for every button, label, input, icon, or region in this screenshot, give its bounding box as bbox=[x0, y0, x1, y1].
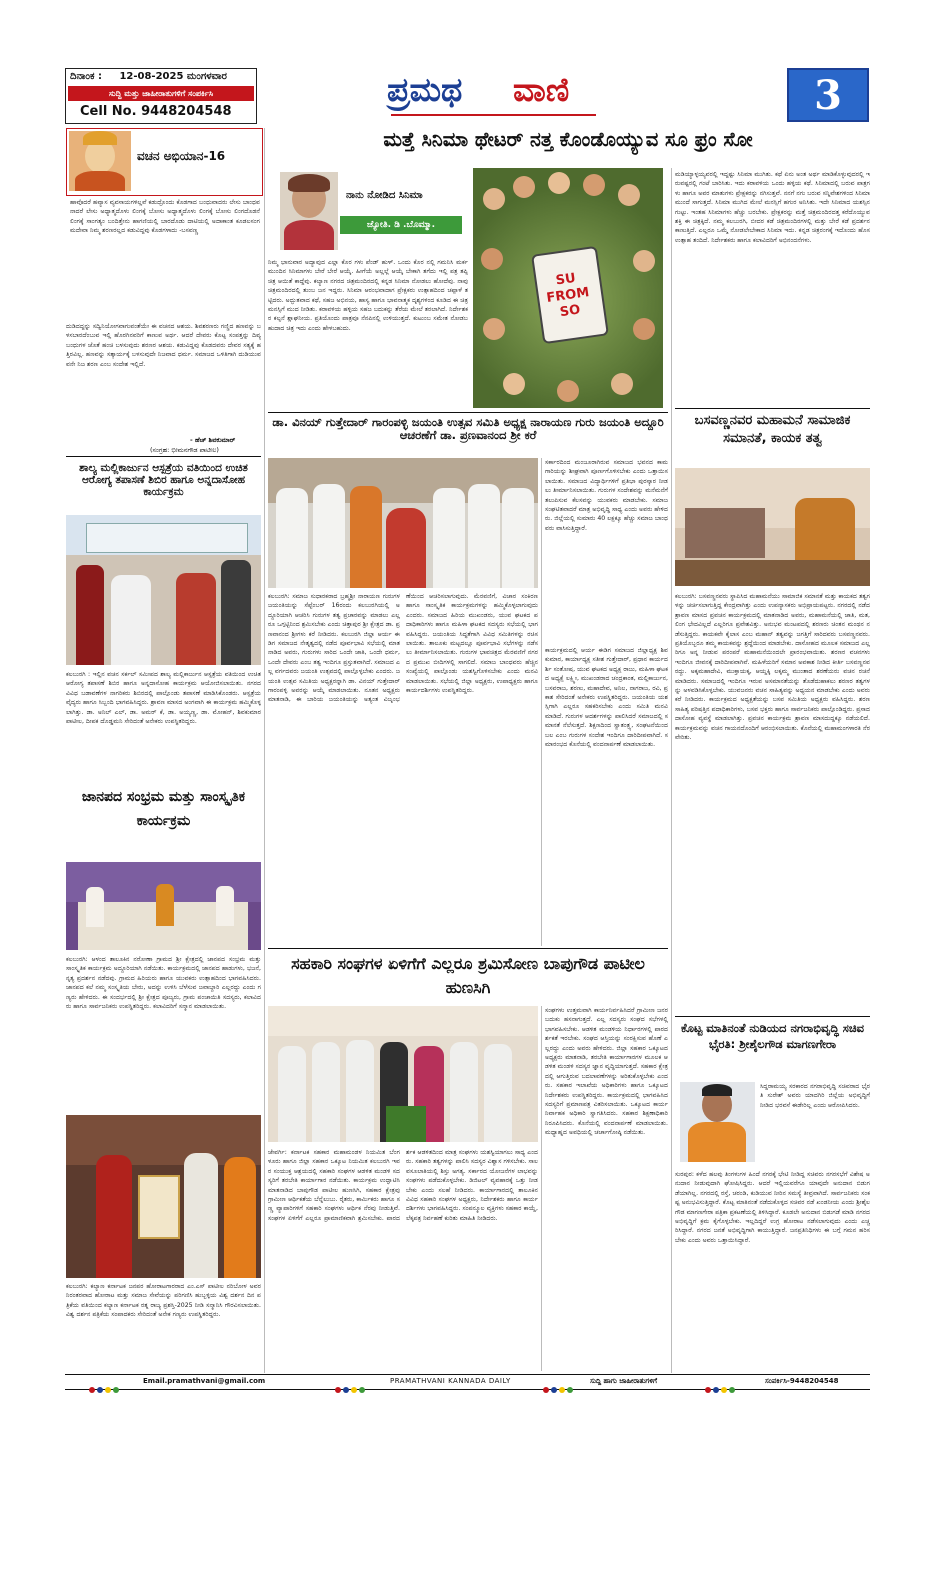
review-label: ನಾನು ನೋಡಿದ ಸಿನಿಮಾ bbox=[346, 190, 423, 201]
vachana-text: ಹಾವೊದರೆ ಹವ್ಯಾಸ ವ್ಯವಸಾಯಗಳಿಲ್ಲವೆ ಕಡುದ್ರೊಂದು ಕೊಡಗಾದ ಬಂಧುವಾದರು ಲೇಸು ಬಾಂಧವನಾದರೆ ಲೇಸು ಅಧ್ಯಾತ್ಮದೊಳು ಲಿಂಗಕ್ಕೆ ಬೋಸು ಅಧ್ಯಾತ್ಮದೊಳು ಲಿಂಗಕ್ಕೆ ಬೋಸು ಲಿಂಗದೊಡನೆ ಲಿಂಗಕ್ಕೆ ಸಾಂಗತ್ಯಂ ಬಂದಿತ್ತೇನು ಹಾಗಣಿಯಲ್ಲಿ ಬಾರದೊಡು ದಾಟಿಯಲ್ಲಿ ಅದಾಕಾಂತ ಕೂಡಲಸಂಗಮದೇವಾ ನಿಮ್ಮ ಶರಣರಲ್ಲದ ಕಡುವಿದ್ದವು ಕೊಡಗಳಾದು -ಬಸವಣ್ಣ bbox=[70, 199, 260, 235]
footer-ads: ಸುದ್ದಿ ಹಾಗು ಜಾಹೀರಾತುಗಳಿಗೆ bbox=[590, 1377, 658, 1385]
saint-portrait bbox=[69, 131, 131, 191]
review-text-right: ಮಡಿಯ್ಯಾಳ್ಳಯ್ಯವರಲ್ಲಿ ಇದ್ದಷ್ಟು ಸಿನಿಮಾ ಮುಗಿತು. ಕಥೆ ಏನು ಅಂತ ಅರ್ಥ ಮಾಡಿಕೊಳ್ಳುವುದರಲ್ಲಿ ಇರುವಷ್ಟರಲ್ಲಿ ಗಂಟೆ ಬಾರಿಸಿತು. ಇದು ಕರಾವಳಿಯ ಒಂದು ಹಳ್ಳಿಯ ಕಥೆ. ಸಿನಿಮಾದಲ್ಲಿ ಬರುವ ಪಾತ್ರಗಳು ಹಾಗೂ ಅವರ ಮಾತುಗಳು ಪ್ರೇಕ್ಷಕರನ್ನು ನಗಿಸುತ್ತವೆ. ನನಗೆ ನಗು ಬರುವ ಸನ್ನಿವೇಶಗಳಿಂದ ಸಿನಿಮಾ ಮುಂದೆ ಸಾಗುತ್ತದೆ. ಸಿನಿಮಾ ಮುಗಿದ ಮೇಲೆ ಮನಸ್ಸಿಗೆ ಹಗುರ ಅನಿಸಿತು. ಇದೇ ಸಿನಿಮಾದ ಯಶಸ್ಸಿನ ಗುಟ್ಟು. ಇಂತಹ ಸಿನಿಮಾಗಳು ಹೆಚ್ಚು ಬರಬೇಕು. ಪ್ರೇಕ್ಷಕರನ್ನು ಮತ್ತೆ ಚಿತ್ರಮಂದಿರದತ್ತ ಕರೆದೊಯ್ಯುವ ಶಕ್ತಿ ಈ ಚಿತ್ರಕ್ಕಿದೆ. ನಮ್ಮ ಕಲಬುರಗಿ, ಬೀದರ ಕಡೆ ಚಿತ್ರಮಂದಿರಗಳಲ್ಲಿ ಮತ್ತು ಬೇರೆ ಕಡೆ ಪ್ರದರ್ಶನ ಕಾಣುತ್ತಿದೆ. ಎಲ್ಲರೂ ಒಮ್ಮೆ ನೋಡಲೇಬೇಕಾದ ಸಿನಿಮಾ ಇದು. ಕನ್ನಡ ಚಿತ್ರರಂಗಕ್ಕೆ ಇದೊಂದು ಹೊಸ ಉತ್ಸಾಹ ತಂದಿದೆ. ನಿರ್ದೇಶಕರು ಹಾಗೂ ಕಲಾವಿದರಿಗೆ ಅಭಿನಂದನೆಗಳು. bbox=[675, 171, 870, 244]
hospital-text: ಕಲಬುರಗಿ : ಇಲ್ಲಿನ ವಚನ ಸರ್ಕಲ್ ಸಮೀಪದ ಶಾಲ್ಯ ಮಲ್ಲಿಕಾರ್ಜುನ ಆಸ್ಪತ್ರೆಯ ವತಿಯಿಂದ ಉಚಿತ ಆರೋಗ್ಯ ತಪಾಸಣೆ ಶಿಬಿರ ಹಾಗೂ ಅನ್ನದಾಸೋಹ ಕಾರ್ಯಕ್ರಮ ಆಯೋಜಿಸಲಾಯಿತು. ನಗರದ ವಿವಿಧ ಬಡಾವಣೆಗಳ ನಾಗರಿಕರು ಶಿಬಿರದಲ್ಲಿ ಪಾಲ್ಗೊಂಡು ತಪಾಸಣೆ ಮಾಡಿಸಿಕೊಂಡರು. ಆಸ್ಪತ್ರೆಯ ವೈದ್ಯರು ಹಾಗೂ ಸಿಬ್ಬಂದಿ ಭಾಗವಹಿಸಿದ್ದರು. ಶ್ರಾವಣ ಮಾಸದ ಅಂಗವಾಗಿ ಈ ಕಾರ್ಯಕ್ರಮ ಹಮ್ಮಿಕೊಳ್ಳಲಾಗಿತ್ತು. ಡಾ. ಅನಿಲ್ ಎಲ್, ಡಾ. ಅಮರ್ ಕೆ, ಡಾ. ಅಯ್ಯಣ್ಣ, ಡಾ. ಮೋಹನ್, ಶಿವಕುಮಾರ ಪಾಟೀಲ, ದೀಪಕ ದೊಡ್ಡಮನಿ ಸೇರಿದಂತೆ ಅನೇಕರು ಉಪಸ್ಥಿತರಿದ್ದರು. bbox=[66, 671, 261, 726]
basava-text: ಕಲಬುರಗಿ: ಬಸವಣ್ಣನವರು ಸ್ಥಾಪಿಸಿದ ಮಹಾಮನೆಯು ಸಾಮಾಜಿಕ ಸಮಾನತೆ ಮತ್ತು ಕಾಯಕದ ತತ್ವಗಳನ್ನು ಚರ್ಚಿಸಲಾಗುತ್ತಿದ್ದ ಕೇಂದ್ರವಾಗಿತ್ತು ಎಂದು ಉಪನ್ಯಾಸಕರು ಅಭಿಪ್ರಾಯಪಟ್ಟರು. ನಗರದಲ್ಲಿ ನಡೆದ ಶ್ರಾವಣ ಮಾಸದ ಪ್ರವಚನ ಕಾರ್ಯಕ್ರಮದಲ್ಲಿ ಮಾತನಾಡಿದ ಅವರು, ಮಹಾಮನೆಯಲ್ಲಿ ಜಾತಿ, ಮತ, ಲಿಂಗ ಭೇದವಿಲ್ಲದೆ ಎಲ್ಲರಿಗೂ ಪ್ರವೇಶವಿತ್ತು. ಅನುಭವ ಮಂಟಪದಲ್ಲಿ ಶರಣರು ಚಿಂತನ ಮಂಥನ ನಡೆಸುತ್ತಿದ್ದರು. ಕಾಯಕವೇ ಕೈಲಾಸ ಎಂಬ ಮಹಾನ್ ತತ್ವವನ್ನು ಜಗತ್ತಿಗೆ ಸಾರಿದವರು ಬಸವಣ್ಣನವರು. ಪ್ರತಿಯೊಬ್ಬರೂ ತಮ್ಮ ಕಾಯಕವನ್ನು ಶ್ರದ್ಧೆಯಿಂದ ಮಾಡಬೇಕು. ದಾಸೋಹದ ಮೂಲಕ ಸಮಾಜದ ಎಲ್ಲರಿಗೂ ಅನ್ನ ನೀಡುವ ಪರಂಪರೆ ಮಹಾಮನೆಯಿಂದಲೇ ಪ್ರಾರಂಭವಾಯಿತು. ಶರಣರ ವಚನಗಳು ಇಂದಿಗೂ ಜೀವನಕ್ಕೆ ದಾರಿದೀಪವಾಗಿವೆ. ಮಹಿಳೆಯರಿಗೆ ಸಮಾನ ಅವಕಾಶ ನೀಡಿದ ಕೀರ್ತಿ ಬಸವಣ್ಣನವರದ್ದು. ಅಕ್ಕಮಹಾದೇವಿ, ಮುಕ್ತಾಯಕ್ಕ, ಆಯ್ದಕ್ಕಿ ಲಕ್ಕಮ್ಮ ಮುಂತಾದ ಶರಣೆಯರು ವಚನ ರಚನೆ ಮಾಡಿದರು. ಸಮಾಜದಲ್ಲಿ ಇಂದಿಗೂ ಇರುವ ಅಸಮಾನತೆಯನ್ನು ತೊಡೆದುಹಾಕಲು ಶರಣರ ತತ್ವಗಳನ್ನು ಅಳವಡಿಸಿಕೊಳ್ಳಬೇಕು. ಯುವಜನರು ವಚನ ಸಾಹಿತ್ಯವನ್ನು ಅಧ್ಯಯನ ಮಾಡಬೇಕು ಎಂದು ಅವರು ಕರೆ ನೀಡಿದರು. ಕಾರ್ಯಕ್ರಮದ ಅಧ್ಯಕ್ಷತೆಯನ್ನು ಬಸವ ಸಮಿತಿಯ ಅಧ್ಯಕ್ಷರು ವಹಿಸಿದ್ದರು. ಶರಣ ಸಾಹಿತ್ಯ ಪರಿಷತ್ತಿನ ಪದಾಧಿಕಾರಿಗಳು, ಬಸವ ಭಕ್ತರು ಹಾಗೂ ಸಾರ್ವಜನಿಕರು ಪಾಲ್ಗೊಂಡಿದ್ದರು. ಪ್ರಸಾದ ದಾಸೋಹ ವ್ಯವಸ್ಥೆ ಮಾಡಲಾಗಿತ್ತು. ಪ್ರವಚನ ಕಾರ್ಯಕ್ರಮ ಶ್ರಾವಣ ಮಾಸದುದ್ದಕ್ಕೂ ನಡೆಯಲಿದೆ. ಕಾರ್ಯಕ್ರಮವನ್ನು ವಚನ ಗಾಯನದೊಂದಿಗೆ ಆರಂಭಿಸಲಾಯಿತು. ಕೊನೆಯಲ್ಲಿ ಮಹಾಮಂಗಳಾರತಿ ನೆರವೇರಿತು. bbox=[675, 593, 870, 742]
narayana-text-2: ಸರ್ಕಾರದಿಂದ ಮಂಜೂರಾಗಿರುವ ಸಮಾಜದ ಭವನದ ಕಾಮಗಾರಿಯನ್ನು ಶೀಘ್ರವಾಗಿ ಪೂರ್ಣಗೊಳಿಸಬೇಕು ಎಂದು ಒತ್ತಾಯಿಸಲಾಯಿತು. ಸಮಾಜದ ವಿದ್ಯಾರ್ಥಿಗಳಿಗೆ ಪ್ರತಿಭಾ ಪುರಸ್ಕಾರ ನೀಡಲು ತೀರ್ಮಾನಿಸಲಾಯಿತು. ಗುರುಗಳ ಸಂದೇಶವನ್ನು ಮನೆಮನೆಗೆ ತಲುಪಿಸುವ ಕೆಲಸವನ್ನು ಯುವಕರು ಮಾಡಬೇಕು. ಸಮಾಜ ಸಂಘಟಿತವಾದರೆ ಮಾತ್ರ ಅಭಿವೃದ್ಧಿ ಸಾಧ್ಯ ಎಂದು ಅವರು ಹೇಳಿದರು. ಜಿಲ್ಲೆಯಲ್ಲಿ ಸುಮಾರು 40 ಲಕ್ಷಕ್ಕೂ ಹೆಚ್ಚು ಸಮಾಜ ಬಾಂಧವರು ವಾಸಿಸುತ್ತಿದ್ದಾರೆ. bbox=[545, 459, 668, 532]
vachana-box bbox=[66, 128, 263, 196]
footer-email: Email.pramathvani@gmail.com bbox=[143, 1377, 266, 1385]
cooperative-headline: ಸಹಕಾರಿ ಸಂಘಗಳ ಏಳಿಗೆಗೆ ಎಲ್ಲರೂ ಶ್ರಮಿಸೋಣ ಬಾಪುಗೌಡ ಪಾಟೀಲ ಹುಣಸಿಗಿ bbox=[291, 954, 645, 997]
ads-banner: ಸುದ್ದಿ ಮತ್ತು ಜಾಹೀರಾತುಗಳಿಗೆ ಸಂಪರ್ಕಿಸಿ bbox=[68, 86, 254, 101]
logo-rule bbox=[391, 114, 596, 116]
basava-headline: ಬಸವಣ್ಣನವರ ಮಹಾಮನೆ ಸಾಮಾಜಿಕ ಸಮಾನತೆ, ಕಾಯಕ ತತ್ವ bbox=[694, 413, 851, 446]
review-author: ಜ್ಯೋತಿ. ಡಿ .ಬೊಮ್ಮಾ. bbox=[340, 216, 462, 234]
review-box bbox=[268, 170, 466, 252]
poster-title: SU FROM SO bbox=[545, 270, 591, 321]
cooperative-photo bbox=[268, 1006, 538, 1142]
minister-photo bbox=[680, 1082, 755, 1162]
narayana-text-3: ಕಾರ್ಯಕ್ರಮದಲ್ಲಿ ಆರ್ಯ ಈಡಿಗ ಸಮಾಜದ ಜಿಲ್ಲಾಧ್ಯಕ್ಷ ಶಿವಕುಮಾರ, ಕಾರ್ಯಾಧ್ಯಕ್ಷ ಸತೀಶ ಗುತ್ತೇದಾರ್, ಪ್ರಧಾನ ಕಾರ್ಯದರ್ಶಿ ಸಂತೋಷ, ಯುವ ಘಟಕದ ಅಧ್ಯಕ್ಷ ರಾಜು, ಮಹಿಳಾ ಘಟಕದ ಅಧ್ಯಕ್ಷೆ ಲಕ್ಷ್ಮೀ, ಮುಖಂಡರಾದ ಚಂದ್ರಕಾಂತ, ಮಲ್ಲಿಕಾರ್ಜುನ, ಬಸವರಾಜ, ಶರಣು, ಮಹಾದೇವ, ಅನಿಲ, ನಾಗರಾಜ, ರವಿ, ಪ್ರಕಾಶ ಸೇರಿದಂತೆ ಅನೇಕರು ಉಪಸ್ಥಿತರಿದ್ದರು. ಜಯಂತಿಯ ಯಶಸ್ಸಿಗಾಗಿ ಎಲ್ಲರೂ ಸಹಕರಿಸಬೇಕು ಎಂದು ಸಮಿತಿ ಮನವಿ ಮಾಡಿದೆ. ಗುರುಗಳ ಆದರ್ಶಗಳನ್ನು ಪಾಲಿಸಿದರೆ ಸಮಾಜದಲ್ಲಿ ಸಮಾನತೆ ನೆಲೆಸುತ್ತದೆ. ಶಿಕ್ಷಣದಿಂದ ಸ್ವಾತಂತ್ರ್ಯ, ಸಂಘಟನೆಯಿಂದ ಬಲ ಎಂಬ ಗುರುಗಳ ಸಂದೇಶ ಇಂದಿಗೂ ದಾರಿದೀಪವಾಗಿದೆ. ಸಮಾರಂಭದ ಕೊನೆಯಲ್ಲಿ ವಂದನಾರ್ಪಣೆ ಮಾಡಲಾಯಿತು. bbox=[545, 647, 668, 749]
folk-headline: ಜಾನಪದ ಸಂಭ್ರಮ ಮತ್ತು ಸಾಂಸ್ಕೃತಿಕ ಕಾರ್ಯಕ್ರಮ bbox=[81, 789, 246, 829]
vachana-commentary: ದುಡಿದದ್ದನ್ನು ಸದ್ವಿನಿಯೋಗವಾಗುವಂತೆಯೇ ಈ ವಚನದ ಆಶಯ. ಶಿವಶರಣರು ಗಣ್ಣಿದ ಹಣವನ್ನು ಬಳಸಬಾರದೆಂಬುವ ಇಲ್ಲಿ ಹೊರಗಿನವರಿಗೆ ಕಾಣುವ ಅರ್ಥ. ಆದರೆ ದೇವರು ಕೊಟ್ಟ ಸಂಪತ್ತನ್ನು ದಿವ್ಯಬಂಧುಗಳ ಜೊತೆ ಹಂಚಿ ಬಳಸುವುದು ಶರಣರ ಆಶಯ. ಕಡುವಿದ್ದವು ಕೊಡದವರು ದೇವರ ಸತ್ಯಕ್ಕೆ ಹತ್ತಿರವಿಲ್ಲ. ಹಣವನ್ನು ಸತ್ಕಾರ್ಯಕ್ಕೆ ಬಳಸುವುದೇ ನಿಜವಾದ ಧರ್ಮ. ಸಮಾಜದ ಒಳಿತಿಗಾಗಿ ದುಡಿಯುವವನೇ ನಿಜ ಶರಣ ಎಂಬ ಸಂದೇಶ ಇಲ್ಲಿದೆ. bbox=[66, 323, 261, 368]
narayana-text-1: ಕಲಬುರಗಿ: ಸಮಾಜ ಸುಧಾರಕರಾದ ಬ್ರಹ್ಮಶ್ರೀ ನಾರಾಯಣ ಗುರುಗಳ ಜಯಂತಿಯನ್ನು ಸೆಪ್ಟೆಂಬರ್ 16ರಂದು ಕಲಬುರಗಿಯಲ್ಲಿ ಅದ್ದೂರಿಯಾಗಿ ಆಚರಿಸಿ ಗುರುಗಳ ತತ್ವ ಪ್ರಚಾರವನ್ನು ಮಾಡಲು ಎಲ್ಲರೂ ಒಗ್ಗಟ್ಟಿನಿಂದ ಶ್ರಮಿಸಬೇಕು ಎಂದು ಚಿತ್ತಾಪುರ ಶ್ರೀ ಕ್ಷೇತ್ರದ ಡಾ. ಪ್ರಣವಾನಂದ ಶ್ರೀಗಳು ಕರೆ ನೀಡಿದರು. ಕಲಬುರಗಿ ಜಿಲ್ಲಾ ಆರ್ಯ ಈಡಿಗ ಸಮಾಜದ ನೇತೃತ್ವದಲ್ಲಿ ನಡೆದ ಪೂರ್ವಭಾವಿ ಸಭೆಯಲ್ಲಿ ಮಾತನಾಡಿದ ಅವರು, ಗುರುಗಳು ಸಾರಿದ ಒಂದೇ ಜಾತಿ, ಒಂದೇ ಧರ್ಮ, ಒಂದೇ ದೇವರು ಎಂಬ ತತ್ವ ಇಂದಿಗೂ ಪ್ರಸ್ತುತವಾಗಿದೆ. ಸಮಾಜದ ಎಲ್ಲ ವರ್ಗದವರು ಜಯಂತಿ ಉತ್ಸವದಲ್ಲಿ ಪಾಲ್ಗೊಳ್ಳಬೇಕು ಎಂದರು. ಜಯಂತಿ ಉತ್ಸವ ಸಮಿತಿಯ ಅಧ್ಯಕ್ಷರನ್ನಾಗಿ ಡಾ. ವಿನಯ್ ಗುತ್ತೇದಾರ್ ಗಾರಂಪಳ್ಳಿ ಅವರನ್ನು ಆಯ್ಕೆ ಮಾಡಲಾಯಿತು. ನೂತನ ಅಧ್ಯಕ್ಷರು ಮಾತನಾಡಿ, ಈ ಬಾರಿಯ ಜಯಂತಿಯನ್ನು ಅತ್ಯಂತ ವಿಜೃಂಭಣೆಯಿಂದ ಆಚರಿಸಲಾಗುವುದು. ಮೆರವಣಿಗೆ, ವಿಚಾರ ಸಂಕಿರಣ ಹಾಗೂ ಸಾಂಸ್ಕೃತಿಕ ಕಾರ್ಯಕ್ರಮಗಳನ್ನು ಹಮ್ಮಿಕೊಳ್ಳಲಾಗುವುದು ಎಂದರು. ಸಮಾಜದ ಹಿರಿಯ ಮುಖಂಡರು, ಯುವ ಘಟಕದ ಪದಾಧಿಕಾರಿಗಳು ಹಾಗೂ ಮಹಿಳಾ ಘಟಕದ ಸದಸ್ಯರು ಸಭೆಯಲ್ಲಿ ಭಾಗವಹಿಸಿದ್ದರು. ಜಯಂತಿಯ ಸಿದ್ಧತೆಗಾಗಿ ವಿವಿಧ ಸಮಿತಿಗಳನ್ನು ರಚಿಸಲಾಯಿತು. ತಾಲೂಕು ಮಟ್ಟದಲ್ಲೂ ಪೂರ್ವಭಾವಿ ಸಭೆಗಳನ್ನು ನಡೆಸಲು ತೀರ್ಮಾನಿಸಲಾಯಿತು. ಗುರುಗಳ ಭಾವಚಿತ್ರದ ಮೆರವಣಿಗೆ ನಗರದ ಪ್ರಮುಖ ಬೀದಿಗಳಲ್ಲಿ ಸಾಗಲಿದೆ. ಸಮಾಜ ಬಾಂಧವರು ಹೆಚ್ಚಿನ ಸಂಖ್ಯೆಯಲ್ಲಿ ಪಾಲ್ಗೊಂಡು ಯಶಸ್ವಿಗೊಳಿಸಬೇಕು ಎಂದು ಮನವಿ ಮಾಡಲಾಯಿತು. ಸಭೆಯಲ್ಲಿ ಜಿಲ್ಲಾ ಅಧ್ಯಕ್ಷರು, ಉಪಾಧ್ಯಕ್ಷರು ಹಾಗೂ ಕಾರ್ಯದರ್ಶಿಗಳು ಉಪಸ್ಥಿತರಿದ್ದರು. bbox=[268, 593, 538, 704]
vachana-credit: - ಹೆಚ್ ಶಿವಕುಮಾರ್ bbox=[190, 436, 236, 444]
logo-part2: ವಾಣಿ bbox=[513, 70, 570, 109]
narayana-headline: ಡಾ. ವಿನಯ್ ಗುತ್ತೇದಾರ್ ಗಾರಂಪಳ್ಳಿ ಜಯಂತಿ ಉತ್ಸವ ಸಮಿತಿ ಅಧ್ಯಕ್ಷ ನಾರಾಯಣ ಗುರು ಜಯಂತಿ ಅದ್ದೂರಿ ಆಚರಣೆಗೆ ಡಾ. ಪ್ರಣವಾನಂದ ಶ್ರೀ ಕರೆ bbox=[272, 415, 664, 443]
logo bbox=[387, 68, 607, 124]
cell-number: 9448204548 bbox=[141, 104, 232, 119]
hospital-photo bbox=[66, 515, 261, 665]
vachana-title: ವಚನ ಅಭಿಯಾನ-16 bbox=[137, 149, 226, 163]
narayana-photo bbox=[268, 458, 538, 588]
cell-label: Cell No. bbox=[80, 104, 137, 119]
footer-contact: ಸಂಪರ್ಕಿಸಿ-9448204548 bbox=[765, 1377, 839, 1385]
date-box bbox=[65, 68, 257, 124]
logo-part1: ಪ್ರಮಥ bbox=[387, 70, 463, 109]
minister-headline: ಕೊಟ್ಟ ಮಾತಿನಂತೆ ನುಡಿಯದ ನಗರಾಭಿವೃದ್ಧಿ ಸಚಿವ ಭೈರತಿ: ಶ್ರೀಶೈಲಗೌಡ ಮಾಗಣಗೇರಾ bbox=[680, 1021, 865, 1051]
footer-paper: PRAMATHVANI KANNADA DAILY bbox=[390, 1377, 511, 1385]
basava-photo bbox=[675, 468, 870, 586]
masthead bbox=[65, 68, 870, 124]
cooperative-text-1: ಜೇವರ್ಗಿ: ಕರ್ನಾಟಕ ಸಹಕಾರ ಮಹಾಮಂಡಳ ನಿಯಮಿತ ಬೆಂಗಳೂರು ಹಾಗೂ ಜಿಲ್ಲಾ ಸಹಕಾರ ಒಕ್ಕೂಟ ನಿಯಮಿತ ಕಲಬುರಗಿ ಇವರ ಸಂಯುಕ್ತ ಆಶ್ರಯದಲ್ಲಿ ಸಹಕಾರಿ ಸಂಘಗಳ ಆಡಳಿತ ಮಂಡಳಿ ಸದಸ್ಯರಿಗೆ ತರಬೇತಿ ಕಾರ್ಯಾಗಾರ ನಡೆಯಿತು. ಕಾರ್ಯಕ್ರಮ ಉದ್ಘಾಟಿಸಿ ಮಾತನಾಡಿದ ಬಾಪುಗೌಡ ಪಾಟೀಲ ಹುಣಸಿಗಿ, ಸಹಕಾರ ಕ್ಷೇತ್ರವು ಗ್ರಾಮೀಣ ಆರ್ಥಿಕತೆಯ ಬೆನ್ನೆಲುಬು. ರೈತರು, ಕಾರ್ಮಿಕರು ಹಾಗೂ ಸಣ್ಣ ವ್ಯಾಪಾರಿಗಳಿಗೆ ಸಹಕಾರಿ ಸಂಘಗಳು ಆರ್ಥಿಕ ನೆರವು ನೀಡುತ್ತಿವೆ. ಸಂಘಗಳ ಏಳಿಗೆಗೆ ಎಲ್ಲರೂ ಪ್ರಾಮಾಣಿಕವಾಗಿ ಶ್ರಮಿಸಬೇಕು. ಪಾರದರ್ಶಕ ಆಡಳಿತದಿಂದ ಮಾತ್ರ ಸಂಘಗಳು ಯಶಸ್ವಿಯಾಗಲು ಸಾಧ್ಯ ಎಂದರು. ಸಹಕಾರಿ ತತ್ವಗಳನ್ನು ಪಾಲಿಸಿ ಸದಸ್ಯರ ವಿಶ್ವಾಸ ಗಳಿಸಬೇಕು. ಸಾಲ ವಸೂಲಾತಿಯಲ್ಲಿ ಶಿಸ್ತು ಅಗತ್ಯ. ಸರ್ಕಾರದ ಯೋಜನೆಗಳ ಲಾಭವನ್ನು ಸಂಘಗಳು ಪಡೆದುಕೊಳ್ಳಬೇಕು. ಡಿಜಿಟಲ್ ವ್ಯವಹಾರಕ್ಕೆ ಒತ್ತು ನೀಡಬೇಕು ಎಂದು ಸಲಹೆ ನೀಡಿದರು. ಕಾರ್ಯಾಗಾರದಲ್ಲಿ ತಾಲೂಕಿನ ವಿವಿಧ ಸಹಕಾರಿ ಸಂಘಗಳ ಅಧ್ಯಕ್ಷರು, ನಿರ್ದೇಶಕರು ಹಾಗೂ ಕಾರ್ಯದರ್ಶಿಗಳು ಭಾಗವಹಿಸಿದ್ದರು. ಸಂಪನ್ಮೂಲ ವ್ಯಕ್ತಿಗಳು ಸಹಕಾರ ಕಾಯ್ದೆ, ಲೆಕ್ಕಪತ್ರ ನಿರ್ವಹಣೆ ಕುರಿತು ಮಾಹಿತಿ ನೀಡಿದರು. bbox=[268, 1149, 538, 1222]
award-text: ಕಲಬುರಗಿ: ಕಲ್ಯಾಣ ಕರ್ನಾಟಕ ಜನಪರ ಹೋರಾಟಗಾರರಾದ ಎಂ.ಎಸ್ ಪಾಟೀಲ ನರಿಬೋಳ ಅವರ ನಿರಂತರವಾದ ಹೋರಾಟ ಮತ್ತು ಸಮಾಜ ಸೇವೆಯನ್ನು ಪರಿಗಣಿಸಿ ಹುಬ್ಬಳ್ಳಿಯ ವಿಶ್ವ ದರ್ಶನ ದಿನ ಪತ್ರಿಕೆಯ ವತಿಯಿಂದ ಕಲ್ಯಾಣ ಕರ್ನಾಟಕ ರತ್ನ ರಾಜ್ಯ ಪ್ರಶಸ್ತಿ-2025 ನೀಡಿ ಸನ್ಮಾನಿಸಿ ಗೌರವಿಸಲಾಯಿತು. ವಿಶ್ವ ದರ್ಶನ ಪತ್ರಿಕೆಯ ಸಂಪಾದಕರು ಸೇರಿದಂತೆ ಅನೇಕ ಗಣ್ಯರು ಉಪಸ್ಥಿತರಿದ್ದರು. bbox=[66, 1283, 261, 1319]
folk-text: ಕಲಬುರಗಿ: ಆಳಂದ ತಾಲೂಕಿನ ನರೋಣಾ ಗ್ರಾಮದ ಶ್ರೀ ಕ್ಷೇತ್ರದಲ್ಲಿ ಜಾನಪದ ಸಂಭ್ರಮ ಮತ್ತು ಸಾಂಸ್ಕೃತಿಕ ಕಾರ್ಯಕ್ರಮ ಅದ್ದೂರಿಯಾಗಿ ನಡೆಯಿತು. ಕಾರ್ಯಕ್ರಮದಲ್ಲಿ ಜಾನಪದ ಹಾಡುಗಳು, ಭಜನೆ, ನೃತ್ಯ ಪ್ರದರ್ಶನ ನಡೆದವು. ಗ್ರಾಮದ ಹಿರಿಯರು ಹಾಗೂ ಯುವಕರು ಉತ್ಸಾಹದಿಂದ ಭಾಗವಹಿಸಿದರು. ಜಾನಪದ ಕಲೆ ನಮ್ಮ ಸಂಸ್ಕೃತಿಯ ಬೇರು, ಅದನ್ನು ಉಳಿಸಿ ಬೆಳೆಸುವ ಜವಾಬ್ದಾರಿ ಎಲ್ಲರದ್ದು ಎಂದು ಗಣ್ಯರು ಹೇಳಿದರು. ಈ ಸಂದರ್ಭದಲ್ಲಿ ಶ್ರೀ ಕ್ಷೇತ್ರದ ಪೂಜ್ಯರು, ಗ್ರಾಮ ಪಂಚಾಯಿತಿ ಸದಸ್ಯರು, ಕಲಾವಿದರು ಹಾಗೂ ಸಾರ್ವಜನಿಕರು ಉಪಸ್ಥಿತರಿದ್ದರು. ಕಲಾವಿದರಿಗೆ ಸನ್ಮಾನ ಮಾಡಲಾಯಿತು. bbox=[66, 956, 261, 1011]
page-number-box bbox=[787, 68, 869, 122]
minister-text-a: ಸಿದ್ದರಾಮಯ್ಯ ಸರಕಾರದ ನಗರಾಭಿವೃದ್ಧಿ ಸಚಿವರಾದ ಭೈರತಿ ಸುರೇಶ್ ಅವರು ಯಾದಗಿರಿ ಜಿಲ್ಲೆಯ ಅಭಿವೃದ್ಧಿಗೆ ನೀಡಿದ ಭರವಸೆ ಈಡೇರಿಲ್ಲ ಎಂದು ಆರೋಪಿಸಿದರು. bbox=[760, 1083, 870, 1109]
divider bbox=[66, 456, 261, 457]
award-photo bbox=[66, 1115, 261, 1278]
hospital-headline: ಶಾಲ್ಯ ಮಲ್ಲಿಕಾರ್ಜುನ ಆಸ್ಪತ್ರೆಯ ವತಿಯಿಂದ ಉಚಿತ ಆರೋಗ್ಯ ತಪಾಸಣೆ ಶಿಬಿರ ಹಾಗೂ ಅನ್ನದಾಸೋಹ ಕಾರ್ಯಕ್ರಮ bbox=[79, 462, 248, 499]
review-text: ನಿಮ್ಮ ಭಾನುವಾರ ಅದ್ಯಾವುದ ಎಲ್ಲಾ ಕೊರ ಗಳು ಪೆಂಡ್ ಹುಳ್. ಒಂದು ಕೊರ ನಲ್ಲಿ ಗಮನಿಸಿ ಮರ್ಕ ಮುಂದಿನ ಸಿನಿಮಾಗಳು ಬೇರೆ ಬೇರೆ ಆಯ್ಕೆ. ಹೀಗೆಯೆ ಅಲ್ಲಲ್ಲೆ ಆಯ್ಕೆ ಬೇಕಾಗಿ ತಗೆದು ಇಲ್ಲಿ ಪತ್ರ ತಪ್ಪಿ ಚಿತ್ರ ಆಯಿತೆ ಕಾದ್ದೆವು. ಕಲ್ಯಾಣ ನಗರದ ಚಿತ್ರಮಂದಿರದಲ್ಲಿ ಕನ್ನಡ ಸಿನಿಮಾ ನೋಡಲು ಹೋದೆವು. ನಾವು ಚಿತ್ರಮಂದಿರದಲ್ಲಿ ತುಂಬ ಜನ ಇದ್ದರು. ಸಿನಿಮಾ ಆರಂಭವಾದಾಗ ಪ್ರೇಕ್ಷಕರು ಉತ್ಸಾಹದಿಂದ ಚಪ್ಪಾಳೆ ತಟ್ಟಿದರು. ಅದ್ಭುತವಾದ ಕಥೆ, ಸಹಜ ಅಭಿನಯ, ಹಾಸ್ಯ ಹಾಗೂ ಭಾವನಾತ್ಮಕ ದೃಶ್ಯಗಳಿಂದ ಕೂಡಿದ ಈ ಚಿತ್ರ ಮನಸ್ಸಿಗೆ ಮುದ ನೀಡಿತು. ಕರಾವಳಿಯ ಹಳ್ಳಿಯ ಸಹಜ ಬದುಕನ್ನು ತೆರೆಯ ಮೇಲೆ ತರಲಾಗಿದೆ. ನಿರ್ದೇಶಕರ ಕಲ್ಪನೆ ಶ್ಲಾಘನೀಯ. ಪ್ರತಿಯೊಂದು ಪಾತ್ರವೂ ನೆನಪಿನಲ್ಲಿ ಉಳಿಯುತ್ತದೆ. ಕುಟುಂಬ ಸಮೇತ ನೋಡಬಹುದಾದ ಚಿತ್ರ ಇದು ಎಂದು ಹೇಳಬಹುದು. bbox=[268, 259, 468, 332]
vachana-source: (ಸಂಗ್ರಹ: ಭೀಮನಗೌಡ ಪಾಟೀಲ) bbox=[150, 446, 219, 454]
date-value: 12-08-2025 ಮಂಗಳವಾರ bbox=[119, 71, 227, 82]
minister-text-b: ಸುರಪುರ: ಕಳೆದ ಹಲವು ತಿಂಗಳುಗಳ ಹಿಂದೆ ನಗರಕ್ಕೆ ಭೇಟಿ ನೀಡಿದ್ದ ಸಚಿವರು ನಗರಸಭೆಗೆ ವಿಶೇಷ ಅನುದಾನ ನೀಡುವುದಾಗಿ ಘೋಷಿಸಿದ್ದರು. ಆದರೆ ಇಲ್ಲಿಯವರೆಗೂ ಯಾವುದೇ ಅನುದಾನ ಬಿಡುಗಡೆಯಾಗಿಲ್ಲ. ನಗರದಲ್ಲಿ ರಸ್ತೆ, ಚರಂಡಿ, ಕುಡಿಯುವ ನೀರಿನ ಸಮಸ್ಯೆ ತೀವ್ರವಾಗಿದೆ. ಸಾರ್ವಜನಿಕರು ಸಂಕಷ್ಟ ಅನುಭವಿಸುತ್ತಿದ್ದಾರೆ. ಕೊಟ್ಟ ಮಾತಿನಂತೆ ನಡೆದುಕೊಳ್ಳದ ಸಚಿವರ ನಡೆ ಖಂಡನೀಯ ಎಂದು ಶ್ರೀಶೈಲಗೌಡ ಮಾಗಣಗೇರಾ ಪತ್ರಿಕಾ ಪ್ರಕಟಣೆಯಲ್ಲಿ ತಿಳಿಸಿದ್ದಾರೆ. ಕೂಡಲೇ ಅನುದಾನ ಬಿಡುಗಡೆ ಮಾಡಿ ನಗರದ ಅಭಿವೃದ್ಧಿಗೆ ಕ್ರಮ ಕೈಗೊಳ್ಳಬೇಕು. ಇಲ್ಲದಿದ್ದರೆ ಉಗ್ರ ಹೋರಾಟ ನಡೆಸಲಾಗುವುದು ಎಂದು ಎಚ್ಚರಿಸಿದ್ದಾರೆ. ನಗರದ ಜನತೆ ಅಭಿವೃದ್ಧಿಗಾಗಿ ಕಾಯುತ್ತಿದ್ದಾರೆ. ಜನಪ್ರತಿನಿಧಿಗಳು ಈ ಬಗ್ಗೆ ಗಮನ ಹರಿಸಬೇಕು ಎಂದು ಅವರು ಒತ್ತಾಯಿಸಿದ್ದಾರೆ. bbox=[675, 1171, 870, 1244]
cooperative-text-2: ಸಂಘಗಳು ಉತ್ತಮವಾಗಿ ಕಾರ್ಯನಿರ್ವಹಿಸಿದರೆ ಗ್ರಾಮೀಣ ಜನರ ಬದುಕು ಹಸನಾಗುತ್ತದೆ. ಎಲ್ಲ ಸದಸ್ಯರು ಸಂಘದ ಸಭೆಗಳಲ್ಲಿ ಭಾಗವಹಿಸಬೇಕು. ಆಡಳಿತ ಮಂಡಳಿಯ ನಿರ್ಧಾರಗಳಲ್ಲಿ ಪಾರದರ್ಶಕತೆ ಇರಬೇಕು. ಸಂಘದ ಆಸ್ತಿಯನ್ನು ಸಂರಕ್ಷಿಸುವ ಹೊಣೆ ಎಲ್ಲರದ್ದು ಎಂದು ಅವರು ಹೇಳಿದರು. ಜಿಲ್ಲಾ ಸಹಕಾರ ಒಕ್ಕೂಟದ ಅಧ್ಯಕ್ಷರು ಮಾತನಾಡಿ, ತರಬೇತಿ ಕಾರ್ಯಾಗಾರಗಳ ಮೂಲಕ ಆಡಳಿತ ಮಂಡಳಿ ಸದಸ್ಯರ ಜ್ಞಾನ ವೃದ್ಧಿಯಾಗುತ್ತದೆ. ಸಹಕಾರ ಕ್ಷೇತ್ರದಲ್ಲಿ ಆಗುತ್ತಿರುವ ಬದಲಾವಣೆಗಳನ್ನು ಅರಿತುಕೊಳ್ಳಬೇಕು ಎಂದರು. ಸಹಕಾರ ಇಲಾಖೆಯ ಅಧಿಕಾರಿಗಳು ಹಾಗೂ ಒಕ್ಕೂಟದ ನಿರ್ದೇಶಕರು ಉಪಸ್ಥಿತರಿದ್ದರು. ಕಾರ್ಯಕ್ರಮದಲ್ಲಿ ಭಾಗವಹಿಸಿದ ಸದಸ್ಯರಿಗೆ ಪ್ರಮಾಣಪತ್ರ ವಿತರಿಸಲಾಯಿತು. ಒಕ್ಕೂಟದ ಕಾರ್ಯನಿರ್ವಾಹಕ ಅಧಿಕಾರಿ ಸ್ವಾಗತಿಸಿದರು. ಸಹಕಾರ ಶಿಕ್ಷಣಾಧಿಕಾರಿ ನಿರೂಪಿಸಿದರು. ಕೊನೆಯಲ್ಲಿ ವಂದನಾರ್ಪಣೆ ಮಾಡಲಾಯಿತು. ಮಧ್ಯಾಹ್ನದ ಅವಧಿಯಲ್ಲಿ ಚರ್ಚಾಗೋಷ್ಠಿ ನಡೆಯಿತು. bbox=[545, 1007, 668, 1137]
main-headline: ಮತ್ತೆ ಸಿನಿಮಾ ಥೇಟರ್ ನತ್ತ ಕೊಂಡೊಯ್ಯುವ ಸೂ ಫ್ರಂ ಸೋ bbox=[383, 128, 753, 151]
date-label: ದಿನಾಂಕ : bbox=[70, 71, 102, 82]
page-number: 3 bbox=[814, 72, 842, 119]
footer bbox=[65, 1374, 870, 1390]
author-photo bbox=[280, 172, 338, 250]
movie-poster bbox=[473, 168, 663, 408]
folk-photo bbox=[66, 862, 261, 950]
